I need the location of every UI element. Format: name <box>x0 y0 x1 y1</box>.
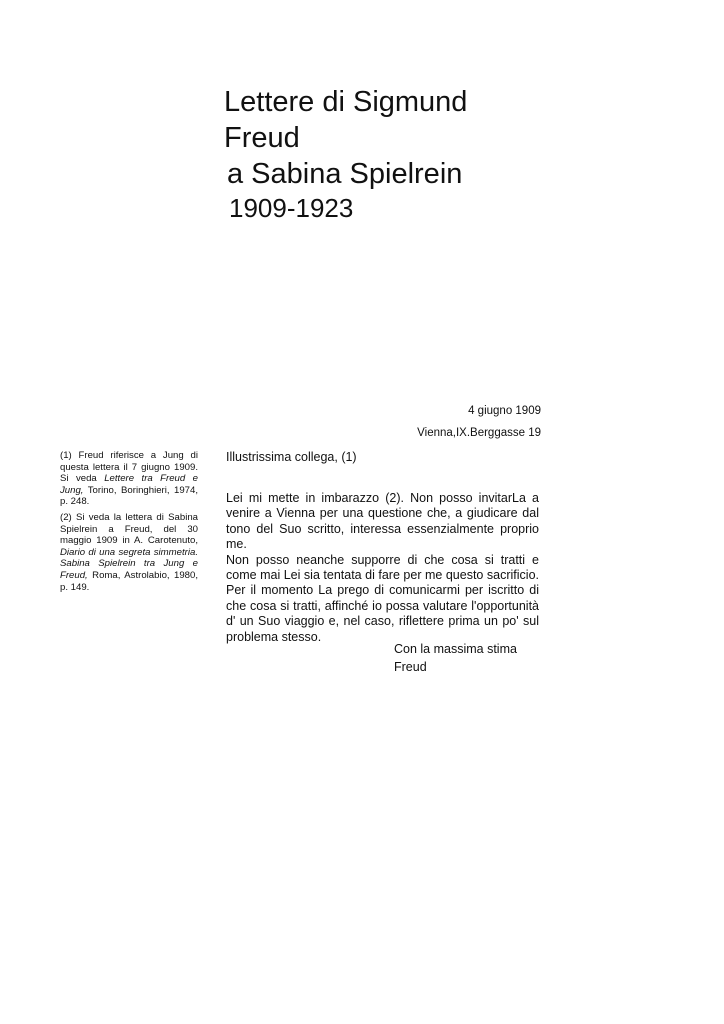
footnotes <box>60 450 198 597</box>
footnote-1-work-title: Lettere tra Freud e Jung, <box>60 473 198 496</box>
footnote-2-text: (2) Si veda la lettera di Sabina Spielrein a Freud, del 30 maggio 1909 in A. Carotenuto, <box>60 511 198 547</box>
letter-salutation: Illustrissima collega, (1) <box>226 450 357 464</box>
letter-paragraph: Lei mi mette in imbarazzo (2). Non posso invitarLa a venire a Vienna per una questione che, a giudicare dal tono del Suo scritto, interessa essenzialmente proprio me. <box>226 491 539 552</box>
document-title <box>224 84 624 224</box>
footnote-2-work-subtitle: Sabina Spielrein tra Jung e Freud, <box>60 558 198 581</box>
footnote-2 <box>60 512 198 593</box>
letter-closing <box>394 640 517 676</box>
letter-body <box>226 491 539 645</box>
footnote-2-citation: Roma, Astrolabio, 1980, p. 149. <box>60 569 198 593</box>
title-years: 1909-1923 <box>229 193 354 223</box>
letter-address: Vienna,IX.Berggasse 19 <box>417 427 541 439</box>
letter-date: 4 giugno 1909 <box>468 405 541 417</box>
footnote-2-work-title: Diario di una segreta simmetria. <box>60 546 198 558</box>
closing-formula: Con la massima stima <box>394 642 517 656</box>
footnote-1 <box>60 450 198 508</box>
letter-paragraph: Non posso neanche supporre di che cosa si tratti e come mai Lei sia tentata di fare per me questo sacrificio. Per il momento La prego di comunicarmi per iscritto di che cosa si tratti, affinché io possa valutare l'opportunità d' un Suo viaggio e, nel caso, riflettere prima un po' sul problema stesso. <box>226 552 539 644</box>
footnote-1-citation: Torino, Boringhieri, 1974, p. 248. <box>60 484 198 508</box>
title-line-2: Freud <box>224 122 300 154</box>
footnote-1-text: (1) Freud riferisce a Jung di questa lettera il 7 giugno 1909. Si veda <box>60 450 198 485</box>
signature: Freud <box>394 660 427 674</box>
title-line-1: Lettere di Sigmund <box>224 86 468 118</box>
title-line-3: a Sabina Spielrein <box>227 158 463 190</box>
